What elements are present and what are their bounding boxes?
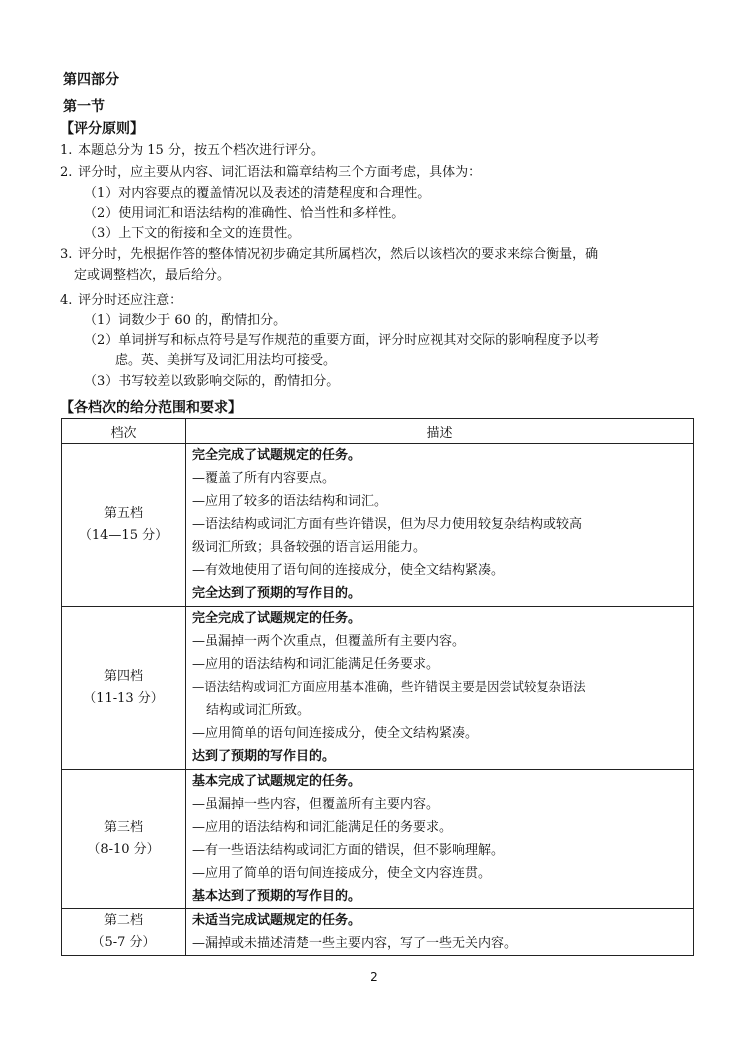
description-line: —应用的语法结构和词汇能满足任的务要求。 <box>192 820 453 835</box>
column-header-grade: 档次 <box>62 419 186 444</box>
rule-number: 1. <box>60 143 73 158</box>
rule-subitem: （2）单词拼写和标点符号是写作规范的重要方面，评分时应视其对交际的影响程度予以考 <box>84 333 600 348</box>
description-line: —虽漏掉一些内容，但覆盖所有主要内容。 <box>192 797 440 812</box>
rule-text: 评分时还应注意： <box>78 293 183 308</box>
description-line: 基本完成了试题规定的任务。 <box>192 774 362 789</box>
rule-item-4 <box>60 291 690 311</box>
section-title: 第一节 <box>63 99 105 115</box>
grade-range: （8-10 分） <box>87 842 160 857</box>
table-row <box>62 909 694 956</box>
rule-subitem: （1）对内容要点的覆盖情况以及表述的清楚程度和合理性。 <box>84 186 431 201</box>
grade-cell <box>62 444 186 607</box>
rule-number: 4. <box>60 293 73 308</box>
grade-level: 第五档 <box>103 506 143 521</box>
column-header-description: 描述 <box>186 419 694 444</box>
part-title: 第四部分 <box>63 72 119 88</box>
grade-cell <box>62 607 186 770</box>
description-line: 达到了预期的写作目的。 <box>192 749 336 764</box>
rule-item-2 <box>60 163 690 183</box>
table-header-row <box>62 419 694 444</box>
rule-text: 本题总分为 15 分，按五个档次进行评分。 <box>78 143 324 158</box>
description-line: —漏掉或未描述清楚一些主要内容，写了一些无关内容。 <box>192 936 518 951</box>
rule-item-3 <box>60 245 690 265</box>
grade-range: （11-13 分） <box>83 691 164 706</box>
page-number: 2 <box>370 970 378 984</box>
table-row <box>62 607 694 770</box>
rule-subitem: （1）词数少于 60 的，酌情扣分。 <box>84 313 287 328</box>
description-cell <box>186 909 694 956</box>
description-line: —应用了较多的语法结构和词汇。 <box>192 494 388 509</box>
rule-item-1 <box>60 141 690 161</box>
rule-subitem: （3）上下文的衔接和全文的连贯性。 <box>84 226 301 241</box>
description-line: —语法结构或词汇方面应用基本准确，些许错误主要是因尝试较复杂语法 <box>192 680 586 694</box>
grading-table <box>61 418 694 956</box>
grade-level: 第三档 <box>103 820 143 835</box>
rules-heading: 【评分原则】 <box>60 121 144 137</box>
description-line: —语法结构或词汇方面有些许错误，但为尽力使用较复杂结构或较高 <box>192 517 583 532</box>
description-cell <box>186 607 694 770</box>
rule-text: 评分时，先根据作答的整体情况初步确定其所属档次，然后以该档次的要求来综合衡量，确 <box>78 247 599 262</box>
description-line: 级词汇所致；具备较强的语言运用能力。 <box>192 540 427 555</box>
description-line: 完全完成了试题规定的任务。 <box>192 611 362 626</box>
rule-number: 3. <box>60 247 73 262</box>
grade-level: 第四档 <box>103 669 143 684</box>
description-line: 完全达到了预期的写作目的。 <box>192 586 362 601</box>
description-line: —应用了简单的语句间连接成分，使全文内容连贯。 <box>192 866 492 881</box>
rule-continuation: 定或调整档次，最后给分。 <box>74 268 231 283</box>
rule-subitem: （3）书写较差以致影响交际的，酌情扣分。 <box>84 374 340 389</box>
description-line: 基本达到了预期的写作目的。 <box>192 889 362 904</box>
description-line: 结构或词汇所致。 <box>206 703 311 718</box>
description-cell <box>186 444 694 607</box>
grade-range: （14—15 分） <box>78 528 169 543</box>
rule-subitem: （2）使用词汇和语法结构的准确性、恰当性和多样性。 <box>84 206 405 221</box>
description-line: 未适当完成试题规定的任务。 <box>192 913 362 928</box>
grade-range: （5-7 分） <box>91 935 156 950</box>
rule-text: 评分时，应主要从内容、词汇语法和篇章结构三个方面考虑，具体为： <box>78 165 482 180</box>
description-line: —覆盖了所有内容要点。 <box>192 471 336 486</box>
table-row <box>62 770 694 909</box>
grade-cell <box>62 909 186 956</box>
description-line: —有效地使用了语句间的连接成分，使全文结构紧凑。 <box>192 563 505 578</box>
description-line: —有一些语法结构或词汇方面的错误，但不影响理解。 <box>192 843 505 858</box>
description-line: 完全完成了试题规定的任务。 <box>192 448 362 463</box>
description-line: —虽漏掉一两个次重点，但覆盖所有主要内容。 <box>192 634 466 649</box>
bands-heading: 【各档次的给分范围和要求】 <box>60 400 242 416</box>
grade-level: 第二档 <box>103 913 143 928</box>
table-row <box>62 444 694 607</box>
description-line: —应用简单的语句间连接成分，使全文结构紧凑。 <box>192 726 479 741</box>
rule-continuation: 虑。英、美拼写及词汇用法均可接受。 <box>115 353 337 368</box>
description-line: —应用的语法结构和词汇能满足任务要求。 <box>192 657 440 672</box>
rule-number: 2. <box>60 165 73 180</box>
grade-cell <box>62 770 186 909</box>
description-cell <box>186 770 694 909</box>
